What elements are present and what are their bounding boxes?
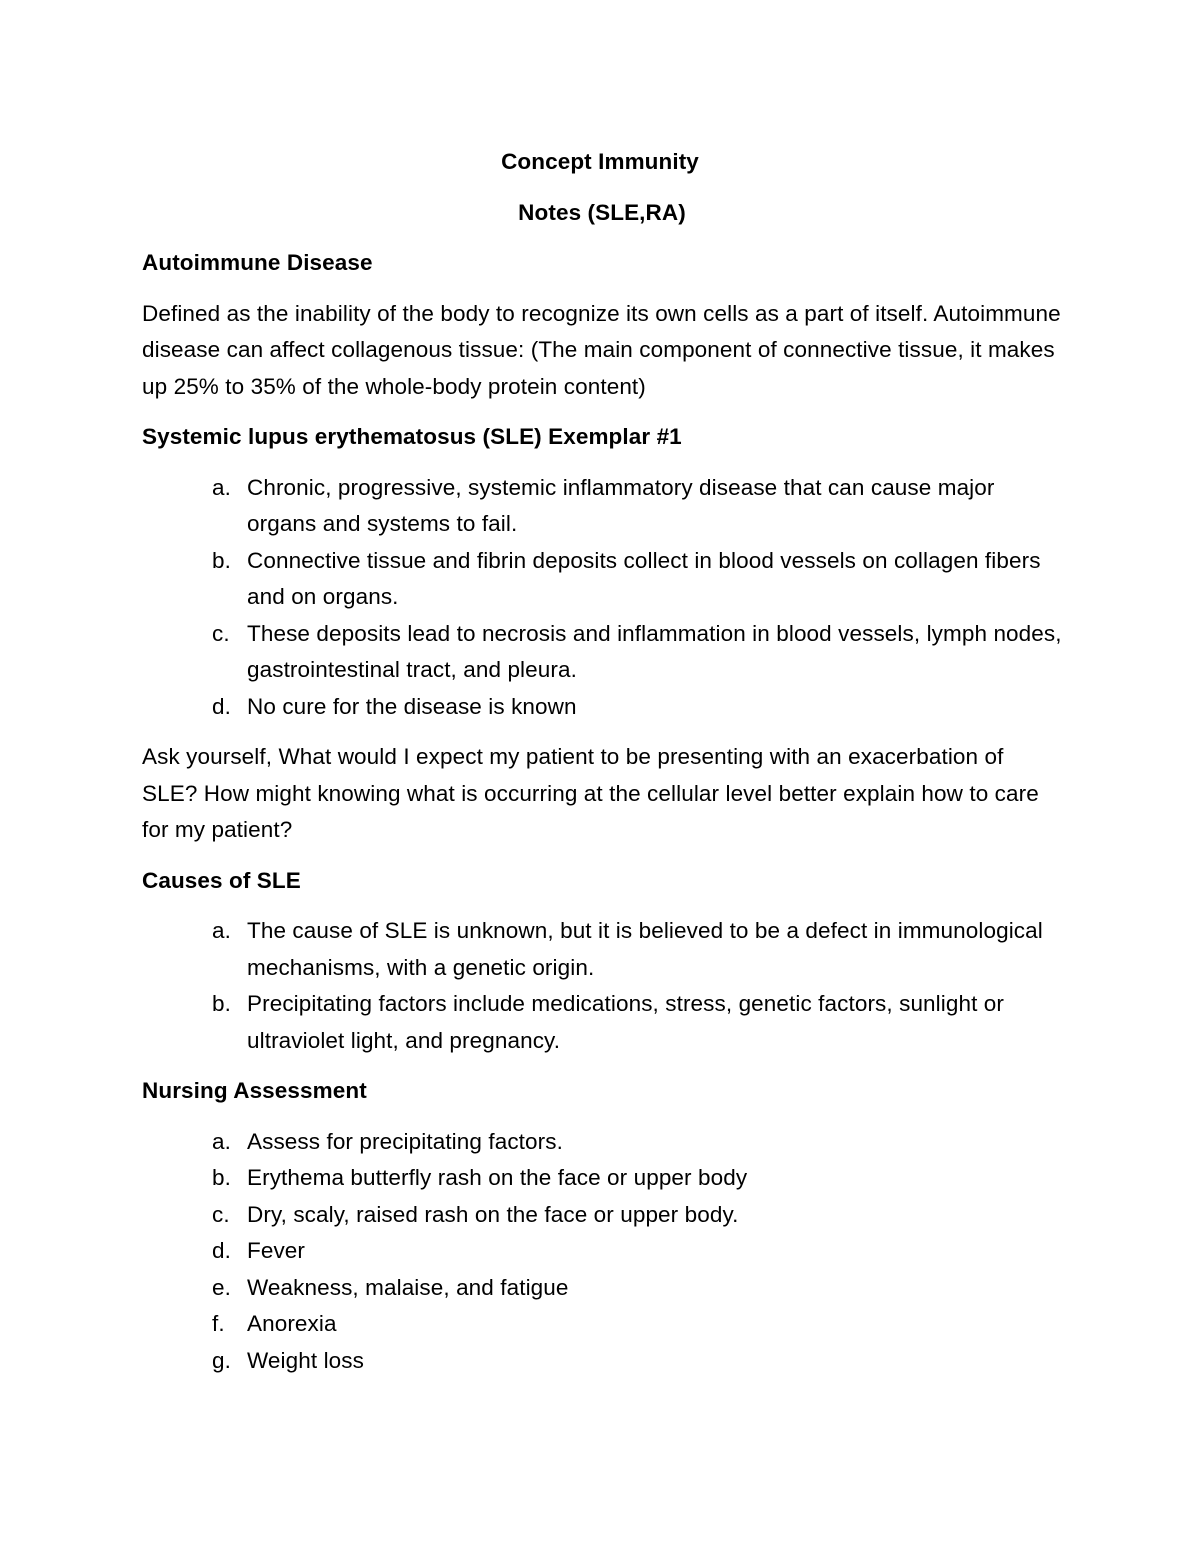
list-item: [142, 1197, 1062, 1234]
list-item-text: Weight loss: [247, 1347, 364, 1373]
list-item-text: Erythema butterfly rash on the face or upper body: [247, 1165, 748, 1190]
list-item: [142, 470, 1062, 543]
list-item: [142, 1124, 1062, 1161]
list-item-text: Connective tissue and fibrin deposits collect in blood vessels on collagen fibers and on organs.: [247, 547, 1041, 609]
list-marker: a.: [212, 1128, 231, 1154]
list-marker: c.: [212, 620, 230, 646]
list-item-text: Fever: [247, 1238, 306, 1263]
list-item: [142, 1233, 1062, 1270]
list-item: [142, 616, 1062, 689]
list-item: [142, 1306, 1062, 1343]
list-item-text: The cause of SLE is unknown, but it is believed to be a defect in immunological mechanisms, with a genetic origin.: [247, 918, 1043, 980]
list-item: [142, 1343, 1062, 1380]
list-marker: f.: [212, 1311, 225, 1336]
list-causes: [142, 913, 1062, 1059]
list-item: [142, 1270, 1062, 1307]
list-marker: b.: [212, 991, 231, 1016]
list-marker: a.: [212, 474, 231, 500]
heading-nursing-assessment: Nursing Assessment: [142, 1078, 367, 1103]
list-item: [142, 913, 1062, 986]
paragraph-ask-yourself: Ask yourself, What would I expect my patient to be presenting with an exacerbation of SLE? How might knowing what is occurring at the cellular level better explain how to care for my patient?: [142, 744, 1039, 842]
list-item-text: No cure for the disease is known: [247, 693, 577, 719]
heading-sle: Systemic lupus erythematosus (SLE) Exemplar #1: [142, 424, 682, 449]
list-marker: d.: [212, 1238, 231, 1263]
list-item-text: Chronic, progressive, systemic inflammatory disease that can cause major organs and systems to fail.: [247, 474, 995, 536]
list-item: [142, 543, 1062, 616]
list-item: [142, 1160, 1062, 1197]
list-marker: a.: [212, 918, 231, 943]
heading-causes-of-sle: Causes of SLE: [142, 867, 301, 893]
list-marker: c.: [212, 1201, 230, 1227]
document-subtitle: Notes (SLE,RA): [518, 199, 686, 225]
list-item-text: Anorexia: [247, 1311, 337, 1336]
list-item: [142, 986, 1062, 1059]
list-marker: b.: [212, 547, 231, 573]
list-item-text: Assess for precipitating factors.: [247, 1128, 563, 1154]
list-item-text: Dry, scaly, raised rash on the face or upper body.: [247, 1201, 739, 1227]
document-body: [142, 144, 1062, 1393]
list-marker: d.: [212, 693, 231, 719]
document-title: Concept Immunity: [501, 149, 699, 174]
paragraph-autoimmune-definition: Defined as the inability of the body to recognize its own cells as a part of itself. Autoimmune disease can affect collagenous tissue: (The main component of connective tissue, it makes up 25% to 35% of the whole-body protein content): [142, 300, 1061, 399]
heading-autoimmune-disease: Autoimmune Disease: [142, 250, 373, 275]
list-marker: e.: [212, 1274, 231, 1300]
list-marker: g.: [212, 1347, 231, 1373]
list-sle: [142, 470, 1062, 726]
list-item: [142, 689, 1062, 726]
list-item-text: Weakness, malaise, and fatigue: [247, 1274, 569, 1300]
list-item-text: Precipitating factors include medications, stress, genetic factors, sunlight or ultraviolet light, and pregnancy.: [247, 991, 1005, 1053]
list-item-text: These deposits lead to necrosis and inflammation in blood vessels, lymph nodes, gastrointestinal tract, and pleura.: [247, 620, 1062, 682]
list-assessment: [142, 1124, 1062, 1380]
list-marker: b.: [212, 1165, 231, 1190]
